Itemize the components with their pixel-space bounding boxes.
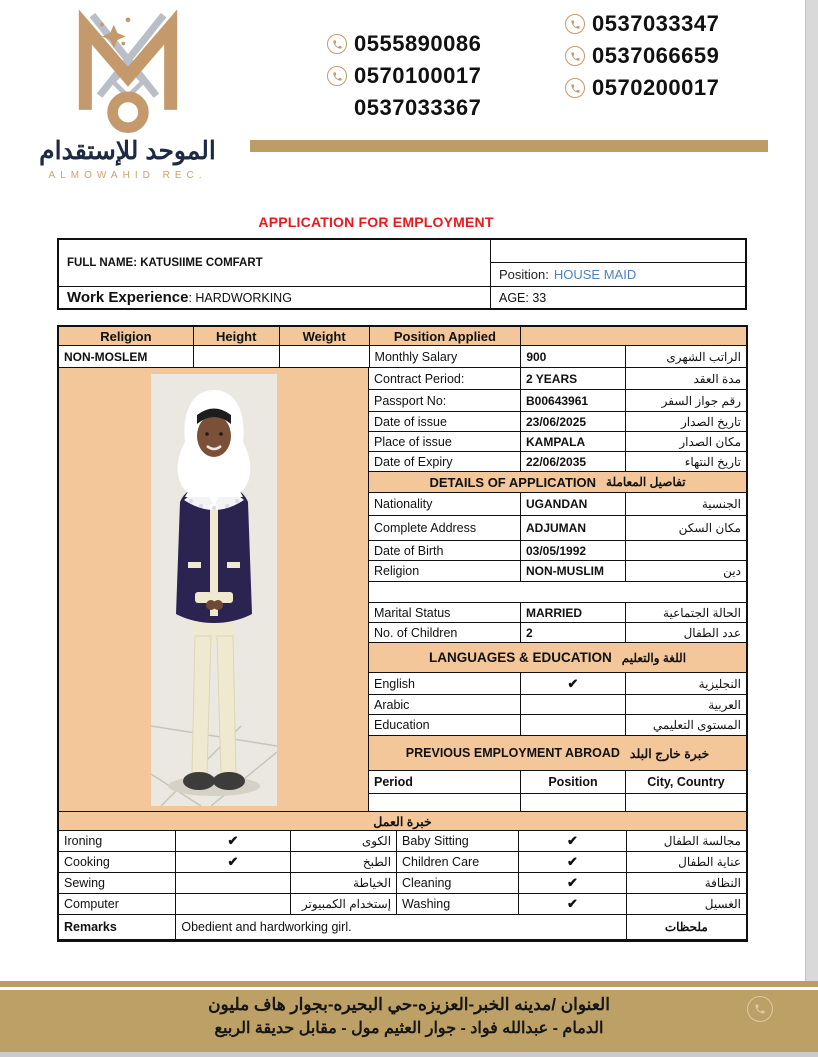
address-footer bbox=[0, 981, 818, 1057]
skill-label: Children Care bbox=[397, 852, 519, 873]
summary-empty-cell bbox=[491, 240, 745, 263]
field-label: Date of issue bbox=[369, 412, 521, 432]
phone-number: 0555890086 bbox=[354, 31, 482, 56]
language-label: Arabic bbox=[369, 695, 521, 715]
phone-number: 0537033347 bbox=[592, 11, 720, 36]
language-check bbox=[521, 695, 626, 715]
phone-icon bbox=[565, 78, 585, 98]
skill-label: Cooking bbox=[59, 852, 176, 873]
previous-employment-header bbox=[369, 736, 746, 771]
spacer-row bbox=[369, 582, 746, 603]
field-label: Complete Address bbox=[369, 516, 521, 541]
skill-label-arabic: الغسيل bbox=[627, 894, 746, 915]
logo-monogram-icon bbox=[68, 8, 188, 136]
remarks-value: Obedient and hardworking girl. bbox=[176, 915, 626, 940]
language-check: ✔ bbox=[521, 673, 626, 695]
languages-section-header bbox=[369, 643, 746, 673]
skill-check: ✔ bbox=[519, 894, 626, 915]
phone-number: 0537066659 bbox=[592, 43, 720, 68]
skill-label-arabic: الخياطة bbox=[291, 873, 397, 894]
field-value: KAMPALA bbox=[521, 432, 626, 452]
period-value bbox=[369, 794, 521, 812]
details-column bbox=[369, 368, 746, 812]
skills-row bbox=[59, 852, 746, 873]
section-title-arabic: خبرة خارج البلد bbox=[629, 746, 710, 761]
skills-row bbox=[59, 873, 746, 894]
phone-number: 0570200017 bbox=[592, 75, 720, 100]
field-label: Date of Birth bbox=[369, 541, 521, 561]
footer-address-line-1: العنوان /مدينه الخبر-العزيزه-حي البحيره-بجوار هاف مليون bbox=[208, 995, 610, 1014]
page-title: APPLICATION FOR EMPLOYMENT bbox=[258, 214, 494, 230]
phone-icon bbox=[327, 34, 347, 54]
position-value: HOUSE MAID bbox=[553, 267, 637, 282]
phone-row bbox=[327, 28, 481, 60]
field-value: NON-MUSLIM bbox=[521, 561, 626, 582]
table-row bbox=[59, 346, 746, 368]
work-experience-cell bbox=[59, 287, 490, 308]
skill-label-arabic: إستخدام الكمبيوتر bbox=[291, 894, 397, 915]
skill-check: ✔ bbox=[176, 852, 290, 873]
table-row bbox=[369, 390, 746, 412]
applicant-photo bbox=[151, 374, 277, 806]
page-edge bbox=[805, 0, 818, 982]
work-experience-section-header: خبرة العمل bbox=[59, 812, 746, 831]
details-section-header bbox=[369, 472, 746, 493]
age-cell: AGE: 33 bbox=[499, 290, 547, 305]
table-row bbox=[369, 561, 746, 582]
table-row bbox=[369, 493, 746, 516]
skill-label-arabic: الكوى bbox=[291, 831, 397, 852]
field-label-arabic: الحالة الجتماعية bbox=[626, 603, 746, 623]
skill-check: ✔ bbox=[519, 852, 626, 873]
skills-row bbox=[59, 831, 746, 852]
phone-row bbox=[565, 8, 719, 40]
phone-row bbox=[565, 72, 719, 104]
remarks-row bbox=[59, 915, 746, 940]
section-title-arabic: تفاصيل المعاملة bbox=[606, 475, 686, 489]
field-label-arabic: الراتب الشهرى bbox=[626, 346, 746, 368]
field-label-arabic: الجنسية bbox=[626, 493, 746, 516]
field-label: Religion bbox=[369, 561, 521, 582]
table-row bbox=[369, 368, 746, 390]
skill-check: ✔ bbox=[519, 873, 626, 894]
table-row bbox=[369, 603, 746, 623]
position-value bbox=[521, 794, 626, 812]
application-details-table bbox=[57, 325, 748, 942]
position-applied-header: Position Applied bbox=[370, 327, 522, 346]
weight-value bbox=[280, 346, 370, 368]
skill-label: Computer bbox=[59, 894, 176, 915]
field-label: Passport No: bbox=[369, 390, 521, 412]
language-label-arabic: المستوى التعليمي bbox=[626, 715, 746, 736]
table-row bbox=[369, 412, 746, 432]
field-value: MARRIED bbox=[521, 603, 626, 623]
table-row bbox=[369, 771, 746, 794]
language-label-arabic: العربية bbox=[626, 695, 746, 715]
table-row bbox=[369, 432, 746, 452]
skill-check: ✔ bbox=[176, 831, 290, 852]
table-row bbox=[369, 695, 746, 715]
skill-label: Cleaning bbox=[397, 873, 519, 894]
position-label: Position: bbox=[499, 267, 549, 282]
skill-label: Washing bbox=[397, 894, 519, 915]
footer-body bbox=[0, 990, 818, 1052]
field-label-arabic: دين bbox=[626, 561, 746, 582]
table-row bbox=[369, 715, 746, 736]
skill-label-arabic: مجالسة الطفال bbox=[627, 831, 746, 852]
language-check bbox=[521, 715, 626, 736]
phone-icon bbox=[327, 66, 347, 86]
section-title: PREVIOUS EMPLOYMENT ABROAD bbox=[405, 746, 620, 760]
agency-name-arabic: الموحد للإستقدام bbox=[39, 137, 216, 165]
skill-check bbox=[176, 873, 290, 894]
position-column-header: Position bbox=[521, 771, 626, 794]
header-divider-bar bbox=[250, 140, 768, 152]
phone-number: 0570100017 bbox=[354, 63, 482, 88]
field-label: Monthly Salary bbox=[370, 346, 522, 368]
position-cell bbox=[491, 263, 745, 287]
remarks-label: Remarks bbox=[59, 915, 176, 940]
agency-name-latin: ALMOWAHID REC. bbox=[48, 169, 207, 181]
height-value bbox=[194, 346, 280, 368]
language-label-arabic: النجليزية bbox=[626, 673, 746, 695]
field-value: UGANDAN bbox=[521, 493, 626, 516]
field-label: Contract Period: bbox=[369, 368, 521, 390]
section-title: DETAILS OF APPLICATION bbox=[429, 474, 597, 490]
field-label-arabic: مكان السكن bbox=[626, 516, 746, 541]
table-header-row bbox=[59, 327, 746, 346]
field-label: Place of issue bbox=[369, 432, 521, 452]
height-header: Height bbox=[194, 327, 280, 346]
applicant-photo-cell bbox=[59, 368, 369, 812]
field-value: 22/06/2035 bbox=[521, 452, 626, 472]
field-label: No. of Children bbox=[369, 623, 521, 643]
city-value bbox=[626, 794, 746, 812]
skill-label-arabic: الطبخ bbox=[291, 852, 397, 873]
field-value: 23/06/2025 bbox=[521, 412, 626, 432]
remarks-label-arabic: ملحظات bbox=[627, 915, 746, 940]
skill-label: Ironing bbox=[59, 831, 176, 852]
field-label-arabic: رقم جواز السفر bbox=[626, 390, 746, 412]
full-name-cell: FULL NAME: KATUSIIME COMFART bbox=[59, 240, 490, 287]
table-row bbox=[369, 452, 746, 472]
field-label: Nationality bbox=[369, 493, 521, 516]
field-label-arabic: تاريخ النتهاء bbox=[626, 452, 746, 472]
work-experience-value: : HARDWORKING bbox=[188, 290, 292, 305]
city-column-header: City, Country bbox=[626, 771, 746, 794]
skill-check: ✔ bbox=[519, 831, 626, 852]
field-value: 2 YEARS bbox=[521, 368, 626, 390]
table-row bbox=[369, 673, 746, 695]
work-experience-label: Work Experience bbox=[67, 289, 189, 306]
phone-row bbox=[327, 60, 481, 92]
section-title: LANGUAGES & EDUCATION bbox=[428, 650, 612, 665]
field-value: 2 bbox=[521, 623, 626, 643]
footer-phone-watermark-icon bbox=[747, 996, 773, 1022]
agency-logo bbox=[20, 8, 235, 181]
field-value: 900 bbox=[521, 346, 626, 368]
phone-row bbox=[565, 40, 719, 72]
phone-row bbox=[327, 92, 481, 124]
field-label-arabic: تاريخ الصدار bbox=[626, 412, 746, 432]
field-label-arabic bbox=[626, 541, 746, 561]
section-title-arabic: اللغة والتعليم bbox=[621, 650, 687, 665]
religion-value: NON-MOSLEM bbox=[59, 346, 194, 368]
table-row bbox=[369, 516, 746, 541]
skill-check bbox=[176, 894, 290, 915]
header-empty-cell bbox=[521, 327, 746, 346]
phone-icon bbox=[565, 46, 585, 66]
field-label-arabic: مكان الصدار bbox=[626, 432, 746, 452]
phone-number: 0537033367 bbox=[354, 95, 482, 120]
phone-list-right bbox=[565, 8, 719, 104]
language-label: English bbox=[369, 673, 521, 695]
weight-header: Weight bbox=[280, 327, 370, 346]
field-label-arabic: عدد الطفال bbox=[626, 623, 746, 643]
phone-icon bbox=[565, 14, 585, 34]
phone-list-left bbox=[327, 28, 481, 124]
footer-address-line-2: الدمام - عبدالله فواد - جوار العثيم مول - مقابل حديقة الربيع bbox=[214, 1020, 604, 1037]
language-label: Education bbox=[369, 715, 521, 736]
footer-bottom-edge bbox=[0, 1052, 818, 1057]
field-value: 03/05/1992 bbox=[521, 541, 626, 561]
field-value: B00643961 bbox=[521, 390, 626, 412]
skill-label: Sewing bbox=[59, 873, 176, 894]
field-label: Marital Status bbox=[369, 603, 521, 623]
table-row bbox=[369, 623, 746, 643]
summary-table bbox=[57, 238, 747, 310]
skill-label: Baby Sitting bbox=[397, 831, 519, 852]
religion-header: Religion bbox=[59, 327, 194, 346]
skill-label-arabic: النظافة bbox=[627, 873, 746, 894]
field-label: Date of Expiry bbox=[369, 452, 521, 472]
period-column-header: Period bbox=[369, 771, 521, 794]
skills-row bbox=[59, 894, 746, 915]
skill-label-arabic: عناية الطفال bbox=[627, 852, 746, 873]
field-label-arabic: مدة العقد bbox=[626, 368, 746, 390]
table-row bbox=[369, 541, 746, 561]
field-value: ADJUMAN bbox=[521, 516, 626, 541]
table-row bbox=[369, 794, 746, 812]
